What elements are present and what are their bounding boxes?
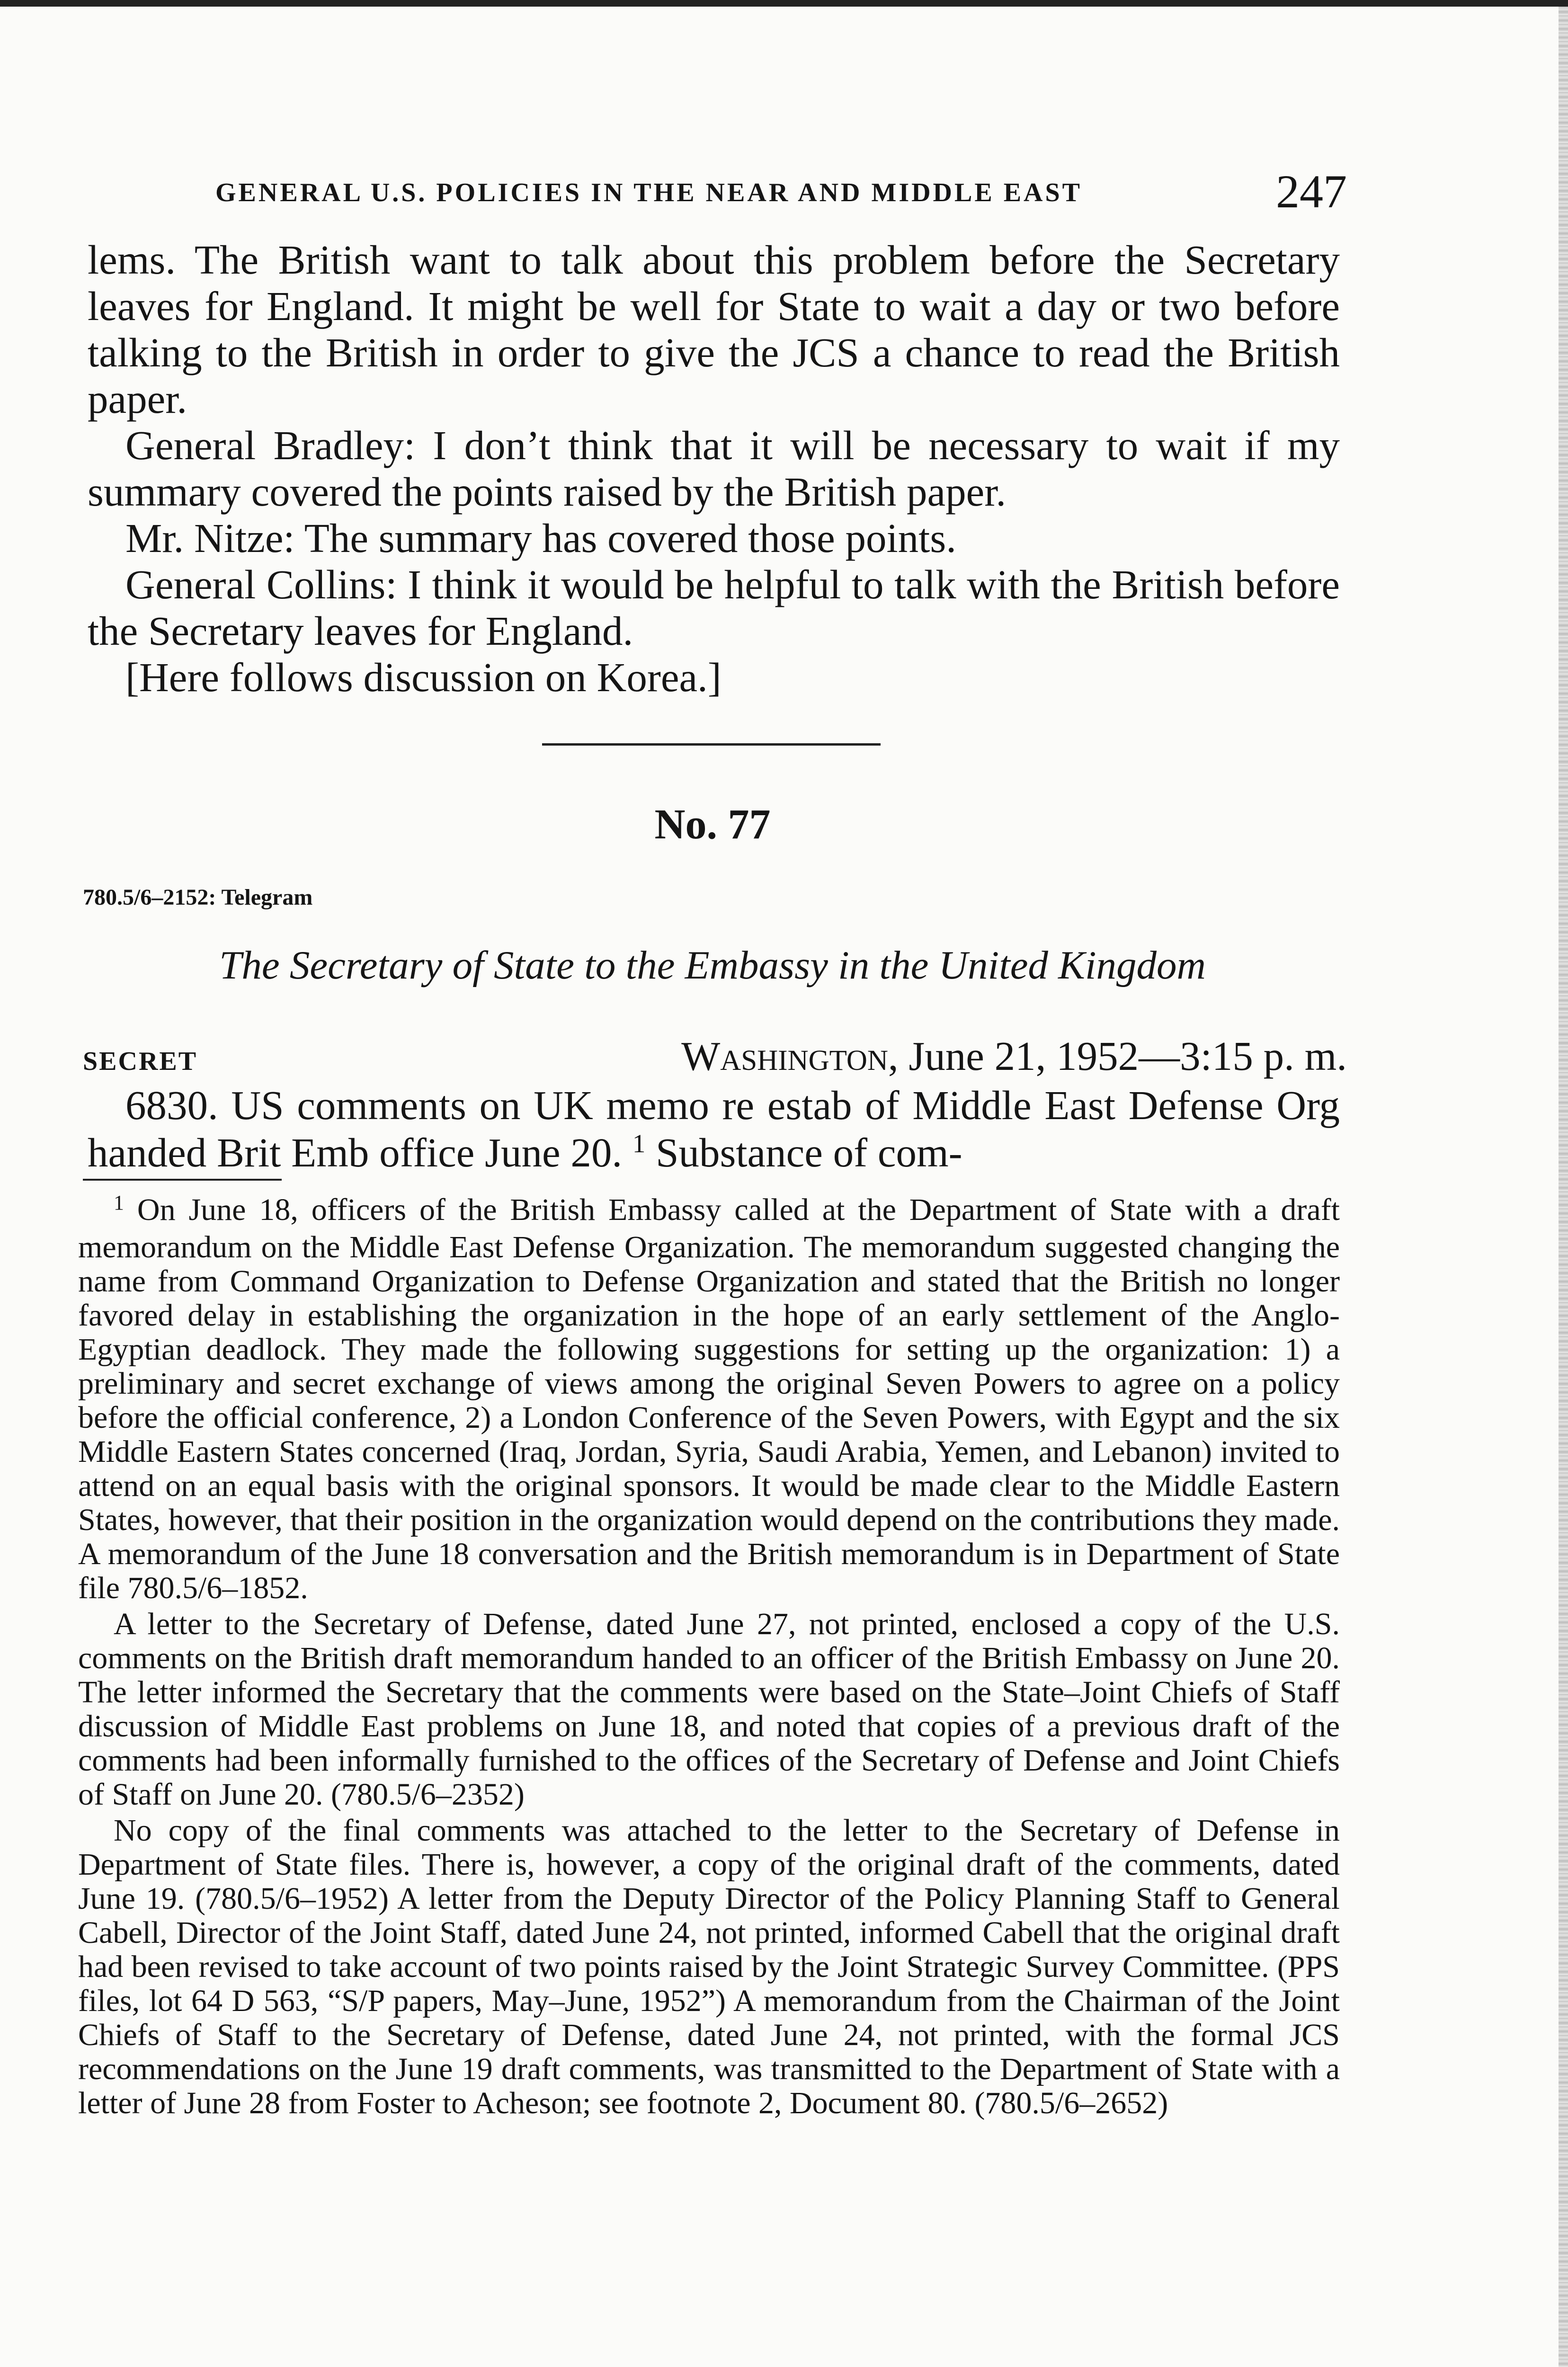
paragraph: [Here follows discussion on Korea.] (125, 654, 722, 700)
footnote-paragraph (78, 1193, 1340, 1605)
footnote-paragraph: A letter to the Secretary of Defense, dated June 27, not printed, enclosed a copy of the U.S. comments on the British draft memorandum handed to an officer of the British Embassy on June 20. The letter informed the Secretary that the comments were based on the State–Joint Chiefs of Staff discussion of Middle East problems on June 18, and noted that copies of a previous draft of the comments had been informally furnished to the offices of the Secretary of Defense and Joint Chiefs of Staff on June 20. (780.5/6–2352) (78, 1607, 1340, 1812)
running-title: GENERAL U.S. POLICIES IN THE NEAR AND MIDDLE EAST (215, 178, 1082, 207)
telegram-text (88, 1082, 1340, 1182)
continuation-text (88, 237, 1340, 701)
footnote-text: On June 18, officers of the British Embassy called at the Department of State with a draft memorandum on the Middle East Defense Organization. The memorandum suggested changing the name from Command Organization to Defense Organization and stated that the British no longer favored delay in establishing the organization in the hope of an early settlement of the Anglo-Egyptian deadlock. They made the following suggestions for setting up the organization: 1) a preliminary and secret exchange of views among the original Seven Powers to agree on a policy before the official conference, 2) a London Conference of the Seven Powers, with Egypt and the six Middle Eastern States concerned (Iraq, Jordan, Syria, Saudi Arabia, Yemen, and Lebanon) invited to attend on an equal basis with the original sponsors. It would be made clear to the Middle Eastern States, however, that their position in the organization would depend on the contributions they made. A memorandum of the June 18 conversation and the British memorandum is in Department of State file 780.5/6–1852. (78, 1192, 1340, 1605)
dateline (681, 1032, 1347, 1080)
classification-marking: SECRET (83, 1047, 198, 1076)
footnote-reference: 1 (632, 1129, 646, 1158)
section-divider (542, 743, 881, 746)
dateline-date: , June 21, 1952—3:15 p. m. (888, 1033, 1347, 1079)
document-number: No. 77 (654, 801, 771, 848)
document-title: The Secretary of State to the Embassy in the United Kingdom (219, 943, 1206, 988)
page-right-edge (1559, 7, 1568, 2367)
footnote-paragraph: No copy of the final comments was attached to the letter to the Secretary of Defense in Department of State files. There is, however, a copy of the original draft of the comments, dated June 19. (780.5/6–1952) A letter from the Deputy Director of the Policy Planning Staff to General Cabell, Director of the Joint Staff, dated June 24, not printed, informed Cabell that the original draft had been revised to take account of two points raised by the Joint Strategic Survey Committee. (PPS files, lot 64 D 563, “S/P papers, May–June, 1952”) A memorandum from the Chairman of the Joint Chiefs of Staff to the Secretary of Defense, dated June 24, not printed, with the formal JCS recommendations on the June 19 draft comments, was transmitted to the Department of State with a letter of June 28 from Foster to Acheson; see footnote 2, Document 80. (780.5/6–2652) (78, 1813, 1340, 2120)
footnote-mark: 1 (114, 1191, 124, 1214)
page-number: 247 (1276, 165, 1347, 218)
footnote-divider (83, 1179, 282, 1181)
paragraph (88, 1082, 1340, 1182)
paragraph: lems. The British want to talk about this problem before the Secretary leaves for England. It might be well for State to wait a day or two before talking to the British in order to give the JCS a chance to read the British paper. (88, 237, 1340, 422)
paragraph: General Collins: I think it would be helpful to talk with the British before the Secretary leaves for England. (88, 561, 1340, 654)
page-top-edge (0, 0, 1568, 7)
telegram-text-start: 6830. US comments on UK memo re estab of Middle East Defense Org handed Brit Emb office June 20. (88, 1082, 1340, 1175)
paragraph: General Bradley: I don’t think that it will be necessary to wait if my summary covered the points raised by the British paper. (88, 422, 1340, 515)
telegram-text-end: Substance of com- (656, 1130, 962, 1175)
file-reference: 780.5/6–2152: Telegram (83, 885, 313, 910)
paragraph: Mr. Nitze: The summary has covered those points. (125, 515, 956, 561)
footnotes (78, 1193, 1340, 2122)
dateline-place: Washington (681, 1033, 888, 1079)
running-head (215, 165, 1347, 220)
